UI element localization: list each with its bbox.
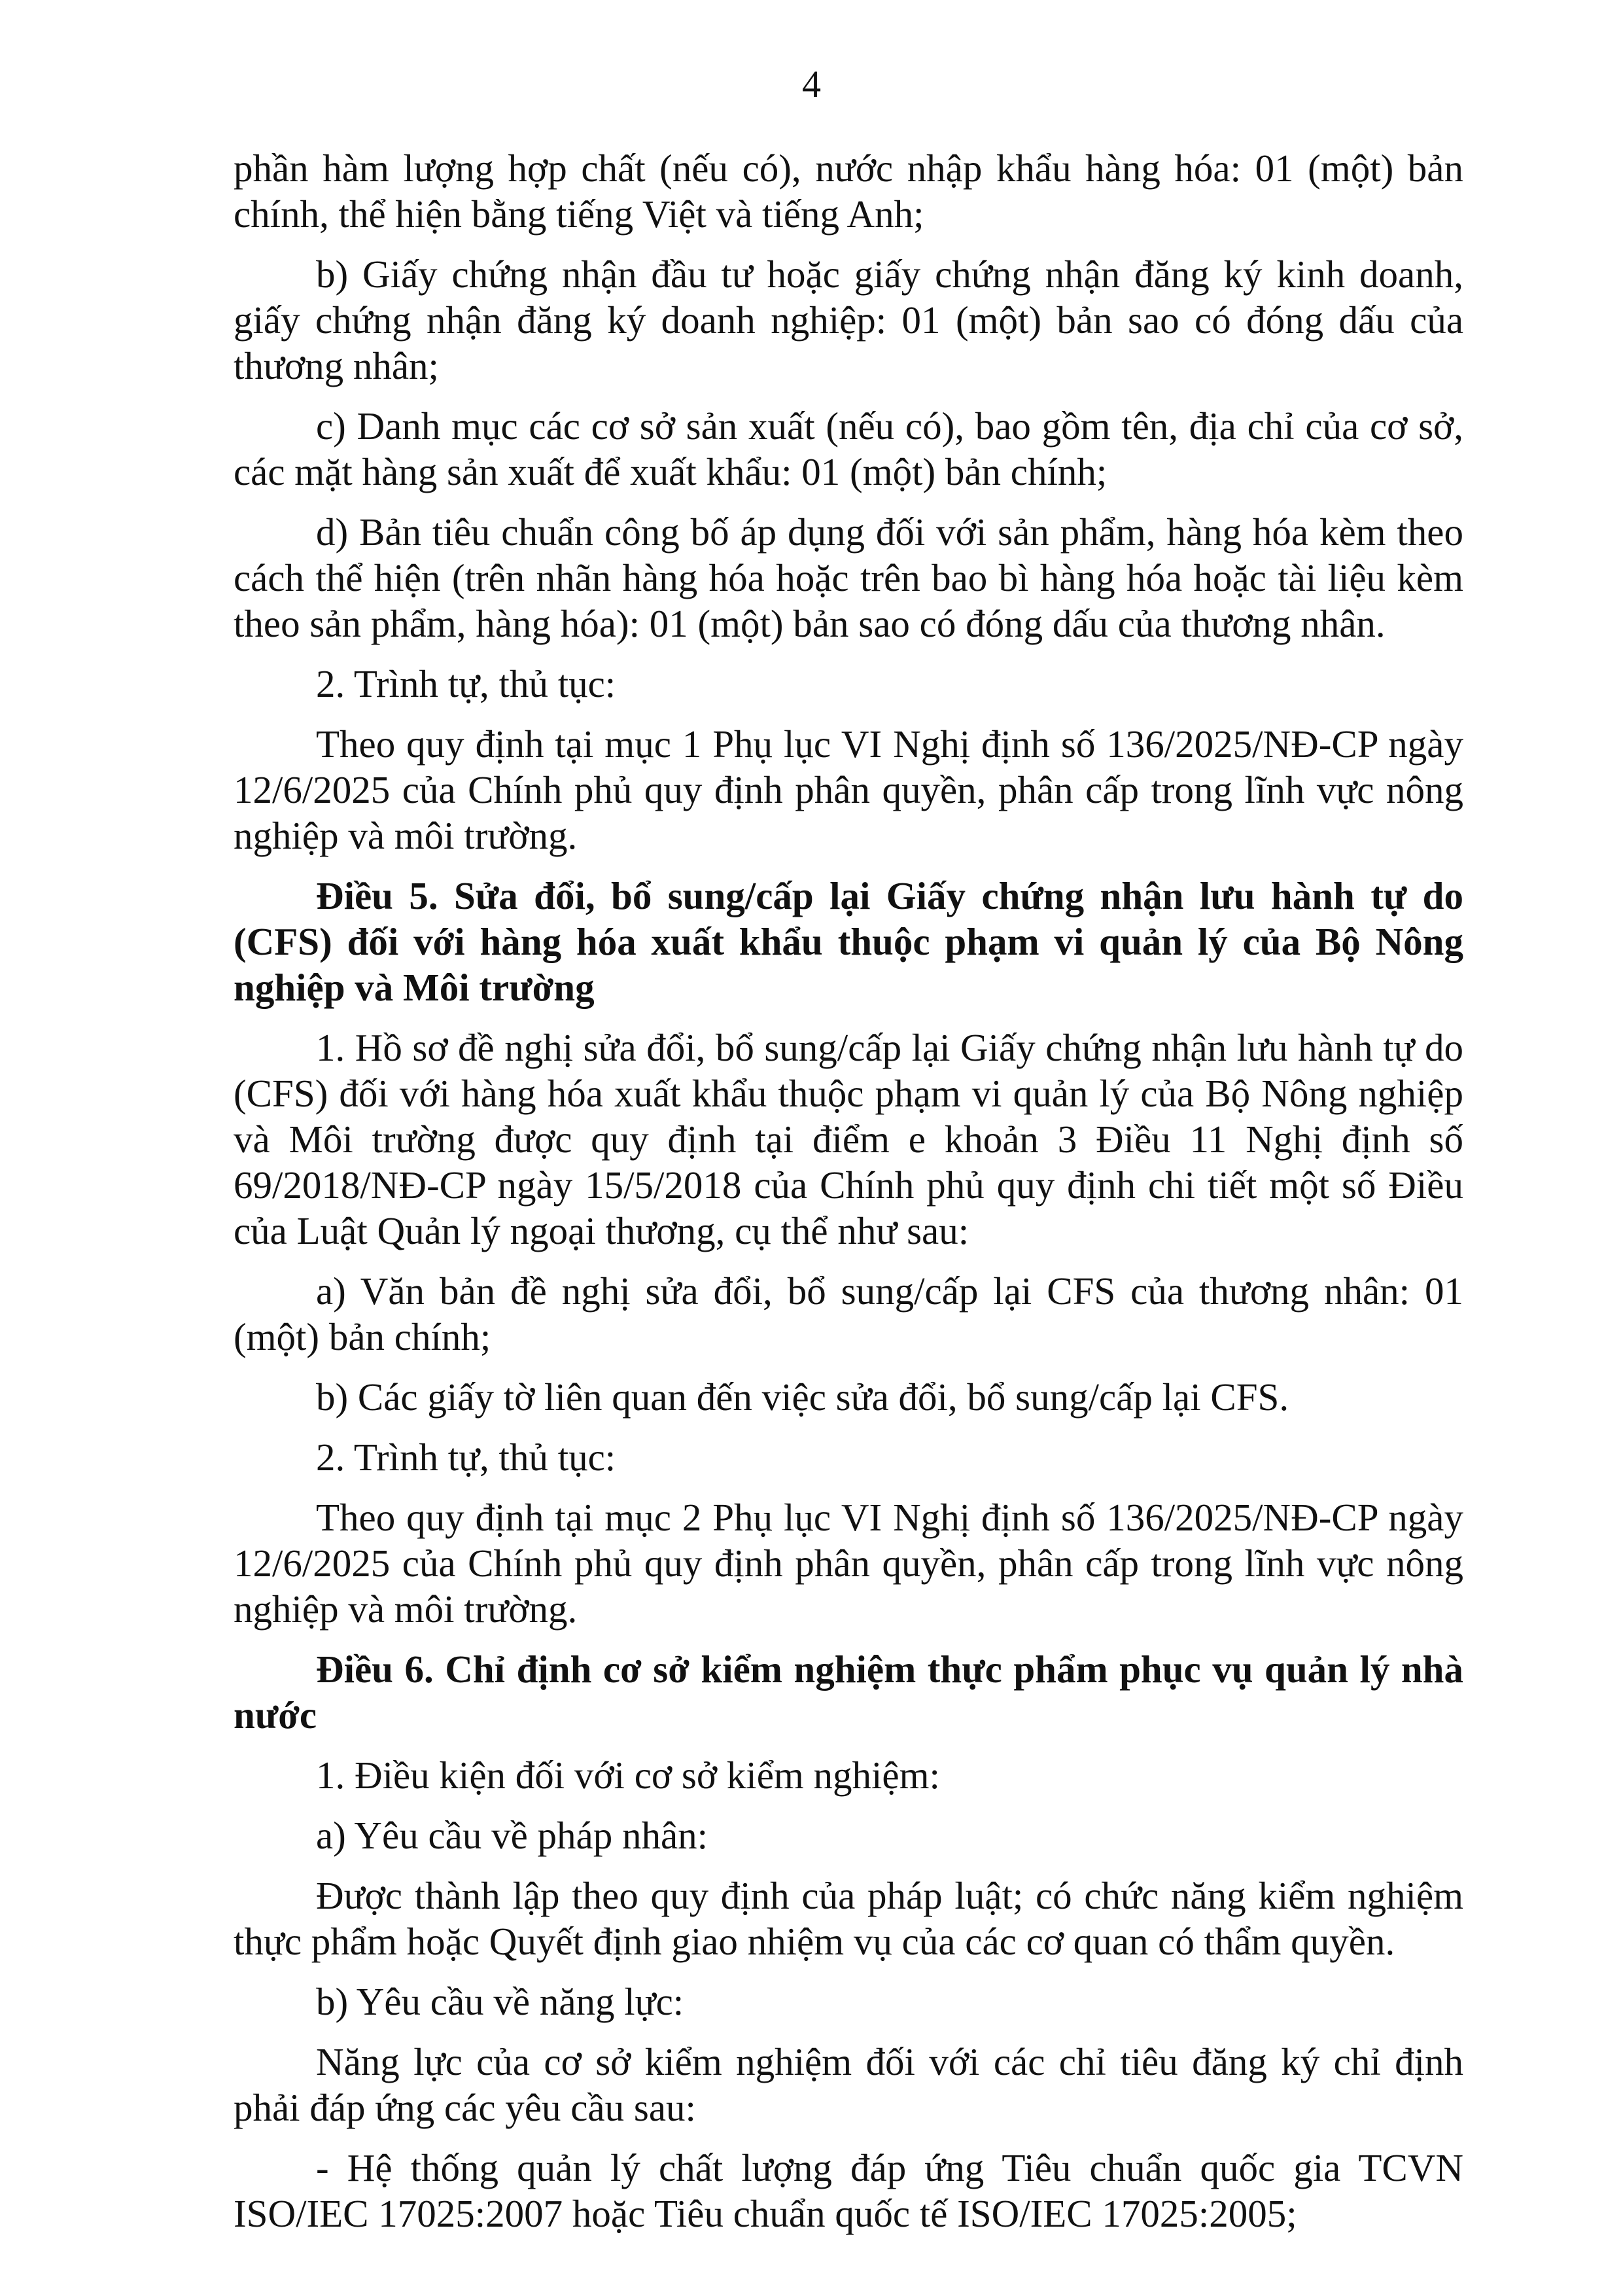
paragraph-capacity-text: Năng lực của cơ sở kiểm nghiệm đối với các chỉ tiêu đăng ký chỉ định phải đáp ứng các yêu cầu sau: (234, 2040, 1463, 2129)
page-number: 4 (802, 63, 821, 105)
paragraph-continuation: phần hàm lượng hợp chất (nếu có), nước nhập khẩu hàng hóa: 01 (một) bản chính, thể hiện bằng tiếng Việt và tiếng Anh; (234, 147, 1463, 236)
article-6-heading: Điều 6. Chỉ định cơ sở kiểm nghiệm thực phẩm phục vụ quản lý nhà nước (234, 1648, 1463, 1737)
paragraph-article-6-conditions: 1. Điều kiện đối với cơ sở kiểm nghiệm: (316, 1754, 940, 1797)
paragraph-legal-entity-text: Được thành lập theo quy định của pháp luật; có chức năng kiểm nghiệm thực phẩm hoặc Quyết định giao nhiệm vụ của các cơ quan có thẩm quyền. (234, 1874, 1463, 1963)
paragraph-procedure-text: Theo quy định tại mục 1 Phụ lục VI Nghị định số 136/2025/NĐ-CP ngày 12/6/2025 của Chính phủ quy định phân quyền, phân cấp trong lĩnh vực nông nghiệp và môi trường. (234, 722, 1463, 857)
paragraph-article-5-dossier: 1. Hồ sơ đề nghị sửa đổi, bổ sung/cấp lại Giấy chứng nhận lưu hành tự do (CFS) đối với hàng hóa xuất khẩu thuộc phạm vi quản lý của Bộ Nông nghiệp và Môi trường được quy định tại điểm e khoản 3 Điều 11 Nghị định số 69/2018/NĐ-CP ngày 15/5/2018 của Chính phủ quy định chi tiết một số Điều của Luật Quản lý ngoại thương, cụ thể như sau: (234, 1026, 1463, 1252)
paragraph-capacity-heading: b) Yêu cầu về năng lực: (316, 1980, 684, 2023)
paragraph-item-b: b) Giấy chứng nhận đầu tư hoặc giấy chứng nhận đăng ký kinh doanh, giấy chứng nhận đăng ký doanh nghiệp: 01 (một) bản sao có đóng dấu của thương nhân; (234, 253, 1463, 387)
paragraph-quality-system: - Hệ thống quản lý chất lượng đáp ứng Tiêu chuẩn quốc gia TCVN ISO/IEC 17025:2007 hoặc Tiêu chuẩn quốc tế ISO/IEC 17025:2005; (234, 2146, 1463, 2235)
paragraph-procedure-heading: 2. Trình tự, thủ tục: (316, 662, 616, 705)
document-body (234, 145, 1463, 2251)
paragraph-article-5-item-a: a) Văn bản đề nghị sửa đổi, bổ sung/cấp lại CFS của thương nhân: 01 (một) bản chính; (234, 1269, 1463, 1358)
paragraph-article-5-procedure-heading: 2. Trình tự, thủ tục: (316, 1436, 616, 1479)
article-5-heading: Điều 5. Sửa đổi, bổ sung/cấp lại Giấy chứng nhận lưu hành tự do (CFS) đối với hàng hóa xuất khẩu thuộc phạm vi quản lý của Bộ Nông nghiệp và Môi trường (234, 874, 1463, 1009)
paragraph-article-5-procedure-text: Theo quy định tại mục 2 Phụ lục VI Nghị định số 136/2025/NĐ-CP ngày 12/6/2025 của Chính phủ quy định phân quyền, phân cấp trong lĩnh vực nông nghiệp và môi trường. (234, 1496, 1463, 1631)
paragraph-article-5-item-b: b) Các giấy tờ liên quan đến việc sửa đổi, bổ sung/cấp lại CFS. (316, 1375, 1289, 1419)
paragraph-item-c: c) Danh mục các cơ sở sản xuất (nếu có), bao gồm tên, địa chỉ của cơ sở, các mặt hàng sản xuất để xuất khẩu: 01 (một) bản chính; (234, 404, 1463, 493)
paragraph-legal-entity-heading: a) Yêu cầu về pháp nhân: (316, 1814, 708, 1857)
paragraph-item-d: d) Bản tiêu chuẩn công bố áp dụng đối với sản phẩm, hàng hóa kèm theo cách thể hiện (trên nhãn hàng hóa hoặc trên bao bì hàng hóa hoặc tài liệu kèm theo sản phẩm, hàng hóa): 01 (một) bản sao có đóng dấu của thương nhân. (234, 510, 1463, 645)
